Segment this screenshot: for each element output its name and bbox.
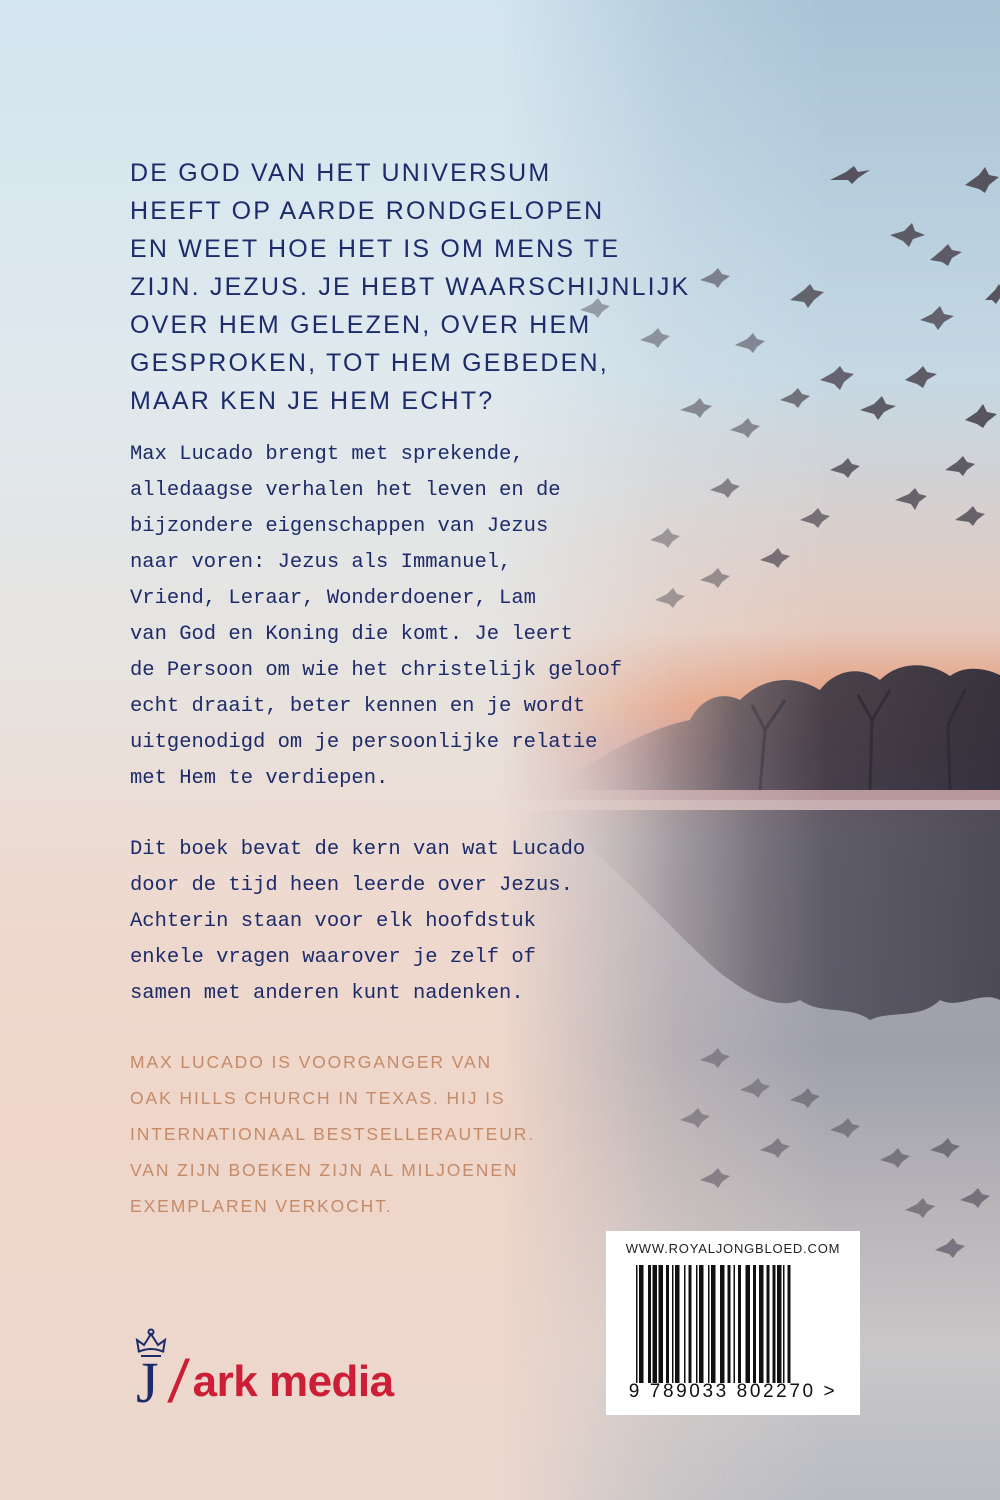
barcode-bar xyxy=(753,1265,756,1383)
author-bio xyxy=(130,1044,650,1224)
barcode-bar xyxy=(720,1265,725,1383)
heading-line: OVER HEM GELEZEN, OVER HEM xyxy=(130,311,592,339)
barcode-panel xyxy=(606,1231,860,1415)
barcode-bar xyxy=(759,1265,764,1383)
barcode-bar xyxy=(639,1265,644,1383)
bio-line: EXEMPLAREN VERKOCHT. xyxy=(130,1196,393,1216)
paragraph-line: samen met anderen kunt nadenken. xyxy=(130,982,524,1005)
barcode-bar xyxy=(666,1265,669,1383)
barcode-bar xyxy=(636,1265,638,1383)
paragraph-line: van God en Koning die komt. Je leert xyxy=(130,623,573,646)
description-paragraph xyxy=(130,437,650,797)
paragraph-line: Dit boek bevat de kern van wat Lucado xyxy=(130,838,586,861)
paragraph-line: Max Lucado brengt met sprekende, xyxy=(130,443,524,466)
barcode-bar xyxy=(708,1265,710,1383)
barcode-bar xyxy=(777,1265,782,1383)
barcode-bar xyxy=(711,1265,716,1383)
paragraph-line: enkele vragen waarover je zelf of xyxy=(130,946,536,969)
paragraph-line: echt draait, beter kennen en je wordt xyxy=(130,695,586,718)
bio-line: MAX LUCADO IS VOORGANGER VAN xyxy=(130,1052,493,1072)
barcode-bar xyxy=(659,1265,664,1383)
barcode-bar xyxy=(746,1265,751,1383)
heading-line: GESPROKEN, TOT HEM GEBEDEN, xyxy=(130,349,609,377)
paragraph-line: bijzondere eigenschappen van Jezus xyxy=(130,515,549,538)
logo-slash: / xyxy=(165,1348,192,1415)
barcode-bar xyxy=(728,1265,731,1383)
barcode-bar xyxy=(689,1265,692,1383)
barcode-bar xyxy=(696,1265,698,1383)
heading-line: HEEFT OP AARDE RONDGELOPEN xyxy=(130,197,605,225)
barcode-bar xyxy=(734,1265,736,1383)
barcode-bar xyxy=(773,1265,776,1383)
cover-heading xyxy=(130,154,691,420)
barcode-bar xyxy=(653,1265,658,1383)
barcode-bar xyxy=(648,1265,651,1383)
isbn-barcode xyxy=(632,1265,834,1383)
bio-line: INTERNATIONAAL BESTSELLERAUTEUR. xyxy=(130,1124,536,1144)
bio-line: OAK HILLS CHURCH IN TEXAS. HIJ IS xyxy=(130,1088,506,1108)
heading-line: MAAR KEN JE HEM ECHT? xyxy=(130,387,495,415)
paragraph-line: door de tijd heen leerde over Jezus. xyxy=(130,874,573,897)
paragraph-line: de Persoon om wie het christelijk geloof xyxy=(130,659,623,682)
barcode-bar xyxy=(675,1265,680,1383)
barcode-bar xyxy=(783,1265,785,1383)
barcode-bar xyxy=(672,1265,674,1383)
paragraph-line: alledaagse verhalen het leven en de xyxy=(130,479,561,502)
bio-line: VAN ZIJN BOEKEN ZIJN AL MILJOENEN xyxy=(130,1160,519,1180)
paragraph-line: Vriend, Leraar, Wonderdoener, Lam xyxy=(130,587,536,610)
isbn-digits: 9 789033 802270 > xyxy=(628,1381,838,1402)
publisher-url: WWW.ROYALJONGBLOED.COM xyxy=(625,1241,841,1256)
paragraph-line: Achterin staan voor elk hoofdstuk xyxy=(130,910,536,933)
heading-line: EN WEET HOE HET IS OM MENS TE xyxy=(130,235,621,263)
barcode-bar xyxy=(684,1265,686,1383)
barcode-bar xyxy=(767,1265,770,1383)
heading-line: DE GOD VAN HET UNIVERSUM xyxy=(130,159,552,187)
barcode-bar xyxy=(699,1265,704,1383)
paragraph-line: uitgenodigd om je persoonlijke relatie xyxy=(130,731,598,754)
publisher-logo xyxy=(130,1322,450,1422)
paragraph-line: met Hem te verdiepen. xyxy=(130,767,389,790)
barcode-bar xyxy=(738,1265,741,1383)
heading-line: ZIJN. JEZUS. JE HEBT WAARSCHIJNLIJK xyxy=(130,273,691,301)
content-paragraph xyxy=(130,832,650,1012)
barcode-bar xyxy=(788,1265,791,1383)
paragraph-line: naar voren: Jezus als Immanuel, xyxy=(130,551,512,574)
publisher-name: ark media xyxy=(192,1357,394,1406)
logo-letter: J xyxy=(136,1350,159,1415)
